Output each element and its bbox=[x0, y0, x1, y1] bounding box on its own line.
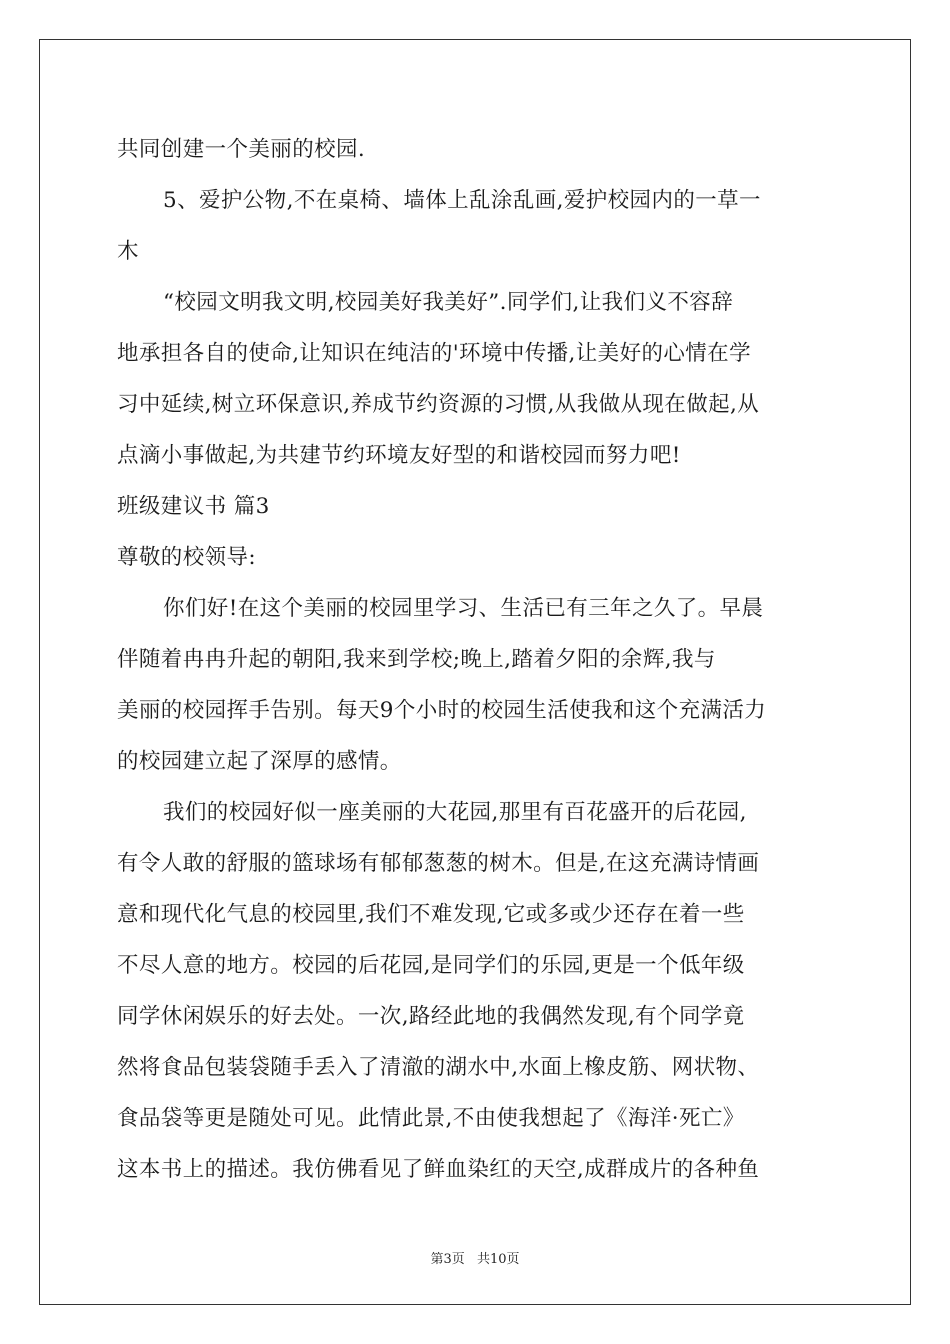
text-line: 然将食品包装袋随手丢入了清澈的湖水中,水面上橡皮筋、网状物、 bbox=[117, 1055, 760, 1080]
page-number: 第3页 bbox=[430, 1252, 465, 1267]
text-line: 习中延续,树立环保意识,养成节约资源的习惯,从我做从现在做起,从 bbox=[117, 392, 760, 417]
text-line: 共同创建一个美丽的校园. bbox=[117, 137, 366, 162]
section-heading: 班级建议书 篇3 bbox=[117, 494, 270, 519]
text-line: 伴随着冉冉升起的朝阳,我来到学校;晚上,踏着夕阳的余辉,我与 bbox=[117, 647, 716, 672]
page-footer bbox=[0, 1248, 950, 1267]
text-line: 木 bbox=[117, 239, 139, 264]
salutation: 尊敬的校领导: bbox=[117, 545, 257, 570]
document-body bbox=[117, 124, 835, 1195]
text-line: 美丽的校园挥手告别。每天9个小时的校园生活使我和这个充满活力 bbox=[117, 698, 767, 723]
text-line: 这本书上的描述。我仿佛看见了鲜血染红的天空,成群成片的各种鱼 bbox=[117, 1157, 760, 1182]
text-line: 有令人敢的舒服的篮球场有郁郁葱葱的树木。但是,在这充满诗情画 bbox=[117, 851, 760, 876]
page-total: 共10页 bbox=[476, 1252, 520, 1267]
text-line: 5、爱护公物,不在桌椅、墙体上乱涂乱画,爱护校园内的一草一 bbox=[163, 188, 761, 213]
text-line: 你们好!在这个美丽的校园里学习、生活已有三年之久了。早晨 bbox=[163, 596, 764, 621]
text-line: “校园文明我文明,校园美好我美好”.同学们,让我们义不容辞 bbox=[163, 290, 734, 315]
text-line: 点滴小事做起,为共建节约环境友好型的和谐校园而努力吧! bbox=[117, 443, 681, 468]
text-line: 不尽人意的地方。校园的后花园,是同学们的乐园,更是一个低年级 bbox=[117, 953, 745, 978]
text-line: 意和现代化气息的校园里,我们不难发现,它或多或少还存在着一些 bbox=[117, 902, 745, 927]
text-line: 同学休闲娱乐的好去处。一次,路经此地的我偶然发现,有个同学竟 bbox=[117, 1004, 745, 1029]
text-line: 我们的校园好似一座美丽的大花园,那里有百花盛开的后花园, bbox=[163, 800, 747, 825]
text-line: 食品袋等更是随处可见。此情此景,不由使我想起了《海洋·死亡》 bbox=[117, 1106, 745, 1131]
text-line: 地承担各自的使命,让知识在纯洁的'环境中传播,让美好的心情在学 bbox=[117, 341, 751, 366]
text-line: 的校园建立起了深厚的感情。 bbox=[117, 749, 402, 774]
